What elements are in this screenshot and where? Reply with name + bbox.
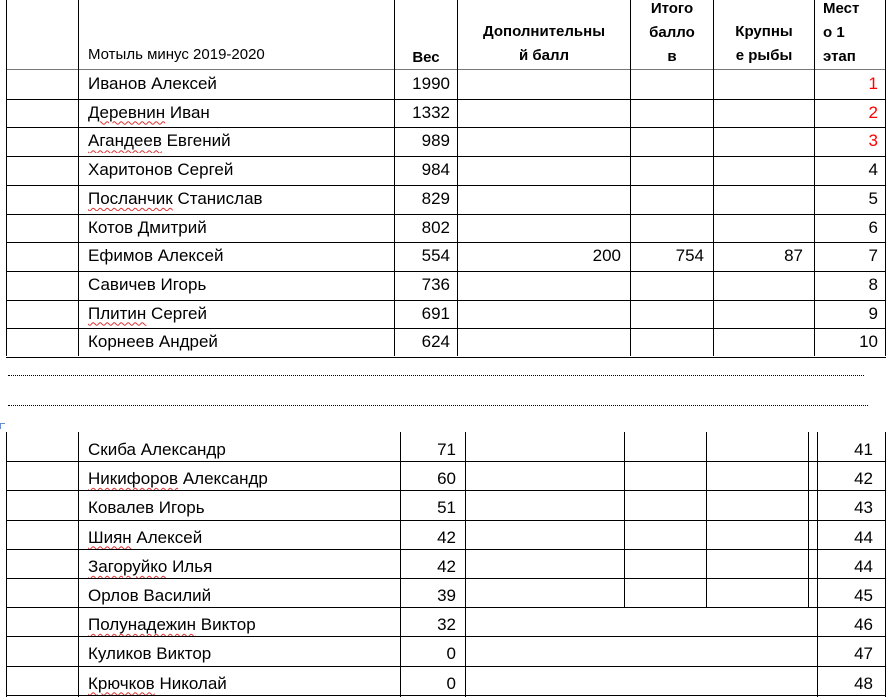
- bonus-value: [459, 131, 621, 153]
- total-value: [632, 74, 704, 96]
- participant-name: Агандеев Евгений: [88, 131, 231, 151]
- big-fish-value: [715, 218, 803, 240]
- total-value: [632, 103, 704, 125]
- participant-name: Котов Дмитрий: [88, 217, 207, 237]
- weight-value: 32: [437, 615, 456, 635]
- weight-value: 42: [437, 527, 456, 547]
- bonus-value: [459, 103, 621, 125]
- place-value: 5: [868, 188, 878, 208]
- big-fish-value: 87: [784, 246, 803, 266]
- big-fish-value: [715, 332, 803, 354]
- participant-name: Корнеев Андрей: [88, 332, 218, 352]
- place-value: 3: [868, 131, 878, 151]
- total-value: [632, 275, 704, 297]
- total-value: [632, 332, 704, 354]
- place-value: 48: [854, 673, 873, 693]
- bonus-value: [459, 332, 621, 354]
- column-header-place: [815, 0, 885, 69]
- column-header-total: [631, 0, 713, 69]
- place-value: 9: [868, 303, 878, 323]
- place-value: 41: [854, 440, 873, 459]
- place-value: 1: [868, 74, 878, 93]
- column-header-big-fish-line1: Крупны: [735, 23, 793, 40]
- weight-value: 984: [421, 160, 450, 180]
- anchor-marker: [0, 423, 5, 429]
- big-fish-value: [715, 74, 803, 96]
- column-header-weight: Вес: [412, 49, 440, 66]
- separator-dots-1: [8, 374, 864, 376]
- bonus-value: [459, 275, 621, 297]
- participant-name: Ковалев Игорь: [88, 498, 205, 518]
- participant-name: Деревнин Иван: [88, 102, 210, 122]
- place-value: 7: [868, 246, 878, 266]
- column-header-total-line3: в: [667, 48, 677, 65]
- column-header-big-fish: [714, 20, 814, 68]
- bonus-value: 200: [592, 246, 621, 266]
- participant-name: Никифоров Александр: [88, 469, 268, 489]
- total-value: [632, 304, 704, 326]
- place-value: 46: [854, 615, 873, 635]
- weight-value: 624: [421, 332, 450, 352]
- table-title: Мотыль минус 2019-2020: [88, 46, 265, 63]
- weight-value: 829: [421, 188, 450, 208]
- column-header-big-fish-line2: е рыбы: [735, 47, 793, 64]
- participant-name: Скиба Александр: [88, 440, 226, 459]
- big-fish-value: [715, 103, 803, 125]
- participant-name: Савичев Игорь: [88, 274, 207, 294]
- participant-name: Полунадежин Виктор: [88, 615, 256, 635]
- total-value: [632, 189, 704, 211]
- column-header-bonus: [458, 20, 630, 68]
- participant-name: Крючков Николай: [88, 673, 227, 693]
- weight-value: 0: [446, 673, 456, 693]
- participant-name: Посланчик Станислав: [88, 188, 263, 208]
- column-header-total-line2: балло: [649, 24, 695, 41]
- total-value: 754: [675, 246, 704, 266]
- big-fish-value: [715, 131, 803, 153]
- weight-value: 51: [437, 498, 456, 518]
- weight-value: 39: [437, 586, 456, 605]
- column-header-place-line1: Мест: [823, 0, 860, 17]
- weight-value: 1990: [412, 74, 450, 93]
- weight-value: 42: [437, 556, 456, 576]
- big-fish-value: [715, 304, 803, 326]
- column-header-total-line1: Итого: [650, 0, 694, 17]
- bonus-value: [459, 304, 621, 326]
- big-fish-value: [715, 160, 803, 182]
- participant-name: Плитин Сергей: [88, 303, 207, 323]
- place-value: 42: [854, 469, 873, 489]
- big-fish-value: [715, 275, 803, 297]
- place-value: 10: [859, 332, 878, 352]
- separator-dots-2: [8, 404, 868, 406]
- weight-value: 736: [421, 274, 450, 294]
- bonus-value: [459, 160, 621, 182]
- participant-name: Ефимов Алексей: [88, 246, 224, 266]
- weight-value: 0: [446, 644, 456, 664]
- total-value: [632, 218, 704, 240]
- bonus-value: [459, 74, 621, 96]
- participant-name: Загоруйко Илья: [88, 556, 213, 576]
- place-value: 44: [854, 556, 873, 576]
- column-header-place-line3: этап: [823, 48, 856, 65]
- total-value: [632, 131, 704, 153]
- place-value: 6: [868, 217, 878, 237]
- column-header-bonus-line2: й балл: [518, 47, 570, 64]
- place-value: 2: [868, 102, 878, 122]
- place-value: 8: [868, 274, 878, 294]
- column-header-place-line2: о 1: [823, 24, 845, 41]
- weight-value: 554: [421, 246, 450, 266]
- participant-name: Орлов Василий: [88, 586, 212, 605]
- bonus-value: [459, 218, 621, 240]
- place-value: 47: [854, 644, 873, 664]
- place-value: 44: [854, 527, 873, 547]
- participant-name: Иванов Алексей: [88, 74, 217, 93]
- column-header-bonus-line1: Дополнительны: [483, 23, 605, 40]
- place-value: 43: [854, 498, 873, 518]
- weight-value: 691: [421, 303, 450, 323]
- place-value: 4: [868, 160, 878, 180]
- participant-name: Куликов Виктор: [88, 644, 212, 664]
- weight-value: 1332: [412, 102, 450, 122]
- weight-value: 60: [437, 469, 456, 489]
- bonus-value: [459, 189, 621, 211]
- big-fish-value: [715, 189, 803, 211]
- participant-name: Шиян Алексей: [88, 527, 203, 547]
- weight-value: 802: [421, 217, 450, 237]
- weight-value: 989: [421, 131, 450, 151]
- participant-name: Харитонов Сергей: [88, 160, 234, 180]
- total-value: [632, 160, 704, 182]
- place-value: 45: [854, 586, 873, 605]
- weight-value: 71: [437, 440, 456, 459]
